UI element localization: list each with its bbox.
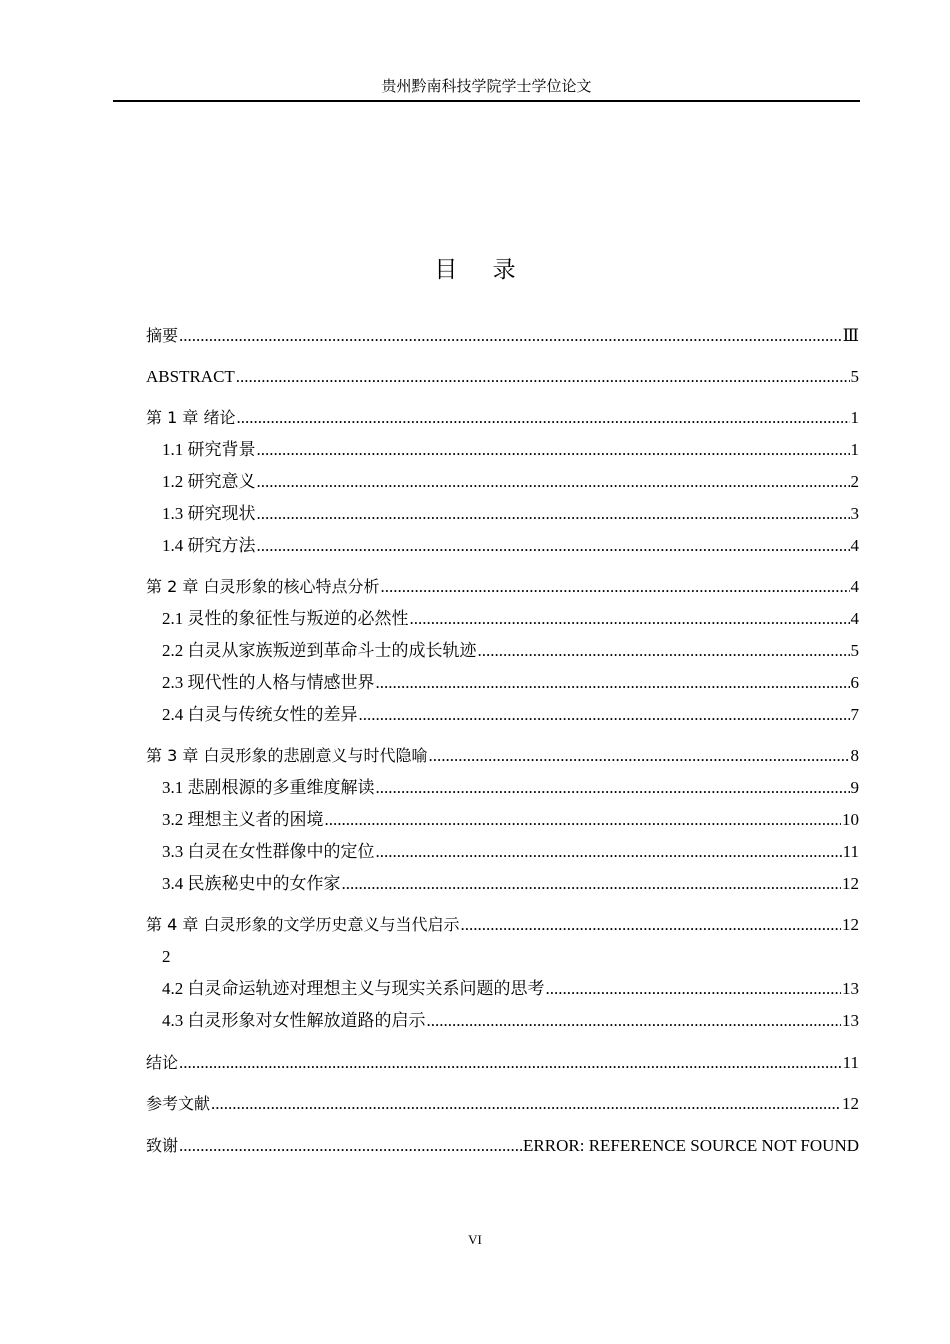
toc-entry-label: 4.2 白灵命运轨迹对理想主义与现实关系问题的思考: [162, 979, 545, 998]
toc-entry-references[interactable]: [146, 1092, 859, 1116]
toc-entry-label: 1.3 研究现状: [162, 504, 256, 523]
toc-leader: [179, 1051, 842, 1075]
toc-leader: [428, 744, 849, 768]
toc-entry-label: 1.2 研究意义: [162, 472, 256, 491]
toc-entry-section-3-4[interactable]: [162, 872, 859, 896]
toc-entry-label: 1.4 研究方法: [162, 536, 256, 555]
page-header-title: 贵州黔南科技学院学士学位论文: [381, 79, 592, 95]
toc-entry-label: 第 1 章 绪论: [146, 408, 236, 427]
toc-entry-section-1-2[interactable]: [162, 470, 859, 494]
toc-leader: [546, 977, 842, 1001]
toc-entry-section-1-1[interactable]: [162, 438, 859, 462]
toc-entry-label: 摘要: [146, 326, 179, 345]
toc-entry-label: 第 3 章 白灵形象的悲剧意义与时代隐喻: [146, 746, 428, 765]
toc-leader: [460, 913, 841, 937]
toc-entry-label: ABSTRACT: [146, 367, 235, 386]
toc-entry-section-3-2[interactable]: [162, 808, 859, 832]
toc-page-number: 1: [850, 408, 859, 427]
toc-page-number: 4: [850, 536, 859, 555]
toc-entry-section-3-1[interactable]: [162, 776, 859, 800]
toc-entry-chapter-1[interactable]: [146, 406, 859, 430]
toc-entry-section-3-3[interactable]: [162, 840, 859, 864]
toc-leader: [257, 438, 850, 462]
toc-entry-section-1-3[interactable]: [162, 502, 859, 526]
toc-leader: [179, 1134, 522, 1158]
toc-page-number: 4: [850, 577, 859, 596]
toc-entry-label: 参考文献: [146, 1094, 211, 1113]
toc-entry-section-2-4[interactable]: [162, 703, 859, 727]
page-footer-number: VI: [468, 1232, 482, 1247]
toc-entry-abstract-en[interactable]: [146, 365, 859, 389]
toc-page-number: 11: [842, 842, 859, 861]
toc-entry-label: 结论: [146, 1053, 179, 1072]
toc-page-number: 7: [850, 705, 859, 724]
toc-leader: [376, 776, 850, 800]
toc-entry-label: 4.3 白灵形象对女性解放道路的启示: [162, 1011, 426, 1030]
toc-page-number: 12: [842, 1094, 859, 1113]
toc-entry-label: 3.4 民族秘史中的女作家: [162, 874, 341, 893]
toc-leader: [236, 365, 850, 389]
toc-page-number: Ⅲ: [842, 326, 859, 345]
toc-leader: [376, 840, 842, 864]
toc-entry-chapter-4[interactable]: [146, 913, 859, 937]
toc-leader: [376, 671, 850, 695]
toc-entry-label: 3.3 白灵在女性群像中的定位: [162, 842, 375, 861]
toc-leader: [236, 406, 849, 430]
toc-entry-label: 致谢: [146, 1136, 179, 1155]
toc-page-number: 6: [850, 673, 859, 692]
toc-leader: [359, 703, 850, 727]
toc-entry-section-1-4[interactable]: [162, 534, 859, 558]
toc-entry-label: 第 4 章 白灵形象的文学历史意义与当代启示: [146, 915, 460, 934]
header-rule: [113, 100, 860, 102]
toc-entry-chapter-3[interactable]: [146, 744, 859, 768]
toc-page-number: 12: [842, 915, 859, 934]
toc-leader: [478, 639, 850, 663]
toc-leader: [427, 1009, 842, 1033]
toc-page-number: 12: [842, 874, 859, 893]
toc-entry-acknowledgements[interactable]: [146, 1134, 859, 1158]
toc-entry-label: 1.1 研究背景: [162, 440, 256, 459]
toc-entry-label: 2.1 灵性的象征性与叛逆的必然性: [162, 609, 409, 628]
toc-entry-label: 2.3 现代性的人格与情感世界: [162, 673, 375, 692]
toc-entry-label: 2.4 白灵与传统女性的差异: [162, 705, 358, 724]
toc-page-number: 9: [850, 778, 859, 797]
toc-entry-section-2-3[interactable]: [162, 671, 859, 695]
toc-entry-section-4-2[interactable]: [162, 977, 859, 1001]
toc-page-number: 10: [842, 810, 859, 829]
toc-leader: [211, 1092, 841, 1116]
toc-page-number: 5: [850, 641, 859, 660]
toc-leader: [380, 575, 849, 599]
toc-page-number: 1: [850, 440, 859, 459]
toc-page-number: 5: [850, 367, 859, 386]
toc-page-number: 3: [850, 504, 859, 523]
toc-entry-section-4-3[interactable]: [162, 1009, 859, 1033]
toc-entry-section-2-1[interactable]: [162, 607, 859, 631]
toc-page-number: 13: [842, 979, 859, 998]
toc-entry-chapter-2[interactable]: [146, 575, 859, 599]
toc-orphan-text: 2: [162, 947, 171, 966]
toc-page-number: 2: [850, 472, 859, 491]
toc-entry-section-2-2[interactable]: [162, 639, 859, 663]
toc-page-number: 13: [842, 1011, 859, 1030]
toc-leader: [342, 872, 842, 896]
toc-entry-label: 第 2 章 白灵形象的核心特点分析: [146, 577, 380, 596]
toc-title: 目 录: [434, 257, 530, 283]
toc-leader: [257, 470, 850, 494]
toc-page-number: 4: [850, 609, 859, 628]
toc-entry-conclusion[interactable]: [146, 1051, 859, 1075]
toc-entry-label: 3.1 悲剧根源的多重维度解读: [162, 778, 375, 797]
toc-leader: [410, 607, 850, 631]
toc-leader: [257, 534, 850, 558]
toc-leader: [325, 808, 842, 832]
toc-entry-abstract-cn[interactable]: [146, 324, 859, 348]
toc-entry-label: 2.2 白灵从家族叛逆到革命斗士的成长轨迹: [162, 641, 477, 660]
toc-entry-label: 3.2 理想主义者的困境: [162, 810, 324, 829]
toc-page-number: ERROR: REFERENCE SOURCE NOT FOUND: [523, 1136, 859, 1155]
toc-page-number: 11: [842, 1053, 859, 1072]
toc-leader: [179, 324, 842, 348]
toc-leader: [257, 502, 850, 526]
toc-page-number: 8: [850, 746, 859, 765]
